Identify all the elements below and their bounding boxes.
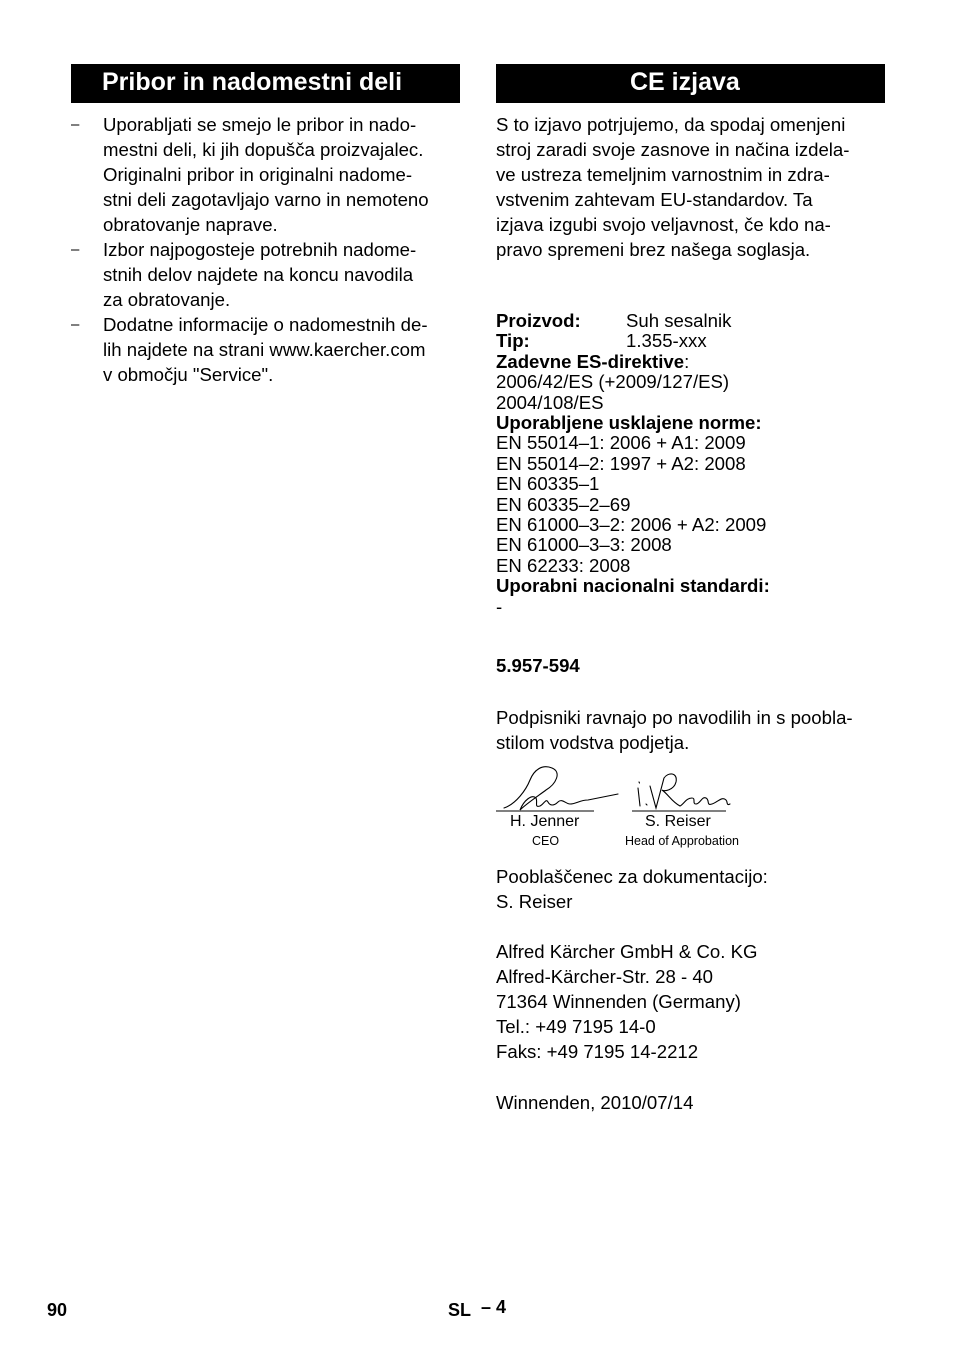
section-title-accessories: Pribor in nadomestni deli	[71, 64, 460, 103]
norm-item: EN 61000–3–2: 2006 + A2: 2009	[496, 514, 767, 536]
norm-item: EN 60335–1	[496, 473, 600, 495]
list-item: – Dodatne informacije o nadomestnih de- lih najdete na strani www.kaercher.com v območju "Service".	[71, 314, 428, 385]
page-number: 90	[47, 1300, 68, 1320]
type-value: 1.355-xxx	[626, 330, 707, 352]
signatory-intro: Podpisniki ravnajo po navodilih in s poobla- stilom vodstva podjetja.	[496, 707, 853, 753]
norms-heading: Uporabljene usklajene norme:	[496, 412, 762, 434]
documentation-representative: Pooblaščenec za dokumentacijo: S. Reiser	[496, 866, 768, 912]
norm-item: EN 60335–2–69	[496, 493, 631, 515]
list-item: – Uporabljati se smejo le pribor in nado- mestni deli, ki jih dopušča proizvajalec. Originalni pribor in originalni nadome- stni deli zagotavljajo varno in nemoteno obratovanje naprave.	[71, 114, 429, 235]
language-code: SL	[448, 1300, 472, 1320]
directives-heading: Zadevne ES-direktive:	[496, 350, 690, 372]
bullet-dash: –	[71, 316, 80, 333]
declaration-details	[496, 311, 896, 617]
list-item: – Izbor najpogosteje potrebnih nadome- stnih delov najdete na koncu navodila za obratovanje.	[71, 239, 417, 310]
bullet-dash: –	[71, 241, 80, 258]
company-address: Alfred Kärcher GmbH & Co. KG Alfred-Kärcher-Str. 28 - 40 71364 Winnenden (Germany) Tel.: +49 7195 14-0 Faks: +49 7195 14-2212	[496, 941, 758, 1062]
national-standards-value: -	[496, 595, 503, 617]
product-value: Suh sesalnik	[626, 310, 732, 331]
norm-item: EN 55014–1: 2006 + A1: 2009	[496, 432, 746, 454]
section-title-ce-declaration: CE izjava	[496, 64, 885, 103]
declaration-intro: S to izjavo potrjujemo, da spodaj omenjeni stroj zaradi svoje zasnove in načina izdela- ve ustreza temeljnim varnostnim in zdra- vstvenim zahtevam EU-standardov. Ta izjava izgubi svojo veljavnost, če kdo na- pravo spremeni brez našega soglasja.	[496, 114, 850, 260]
type-row	[496, 331, 896, 351]
sub-page-number: – 4	[481, 1297, 507, 1317]
product-label: Proizvod:	[496, 310, 581, 331]
signature-block	[496, 760, 796, 855]
signatory-name: S. Reiser	[645, 813, 711, 830]
product-row	[496, 311, 896, 331]
signature-reiser	[638, 774, 730, 808]
bullet-dash: –	[71, 116, 80, 133]
type-label: Tip:	[496, 330, 530, 352]
place-and-date: Winnenden, 2010/07/14	[496, 1092, 694, 1113]
norm-item: EN 55014–2: 1997 + A2: 2008	[496, 452, 746, 474]
signatory-title: CEO	[532, 834, 560, 848]
accessories-list	[71, 112, 466, 387]
directive-item: 2006/42/ES (+2009/127/ES)	[496, 371, 730, 393]
norm-item: EN 61000–3–3: 2008	[496, 534, 672, 556]
signature-jenner	[504, 767, 618, 810]
signatory-title: Head of Approbation	[625, 834, 739, 848]
document-number: 5.957-594	[496, 655, 580, 676]
signatory-name: H. Jenner	[510, 813, 580, 830]
norm-item: EN 62233: 2008	[496, 554, 631, 576]
directive-item: 2004/108/ES	[496, 391, 604, 413]
national-standards-heading: Uporabni nacionalni standardi:	[496, 575, 770, 597]
